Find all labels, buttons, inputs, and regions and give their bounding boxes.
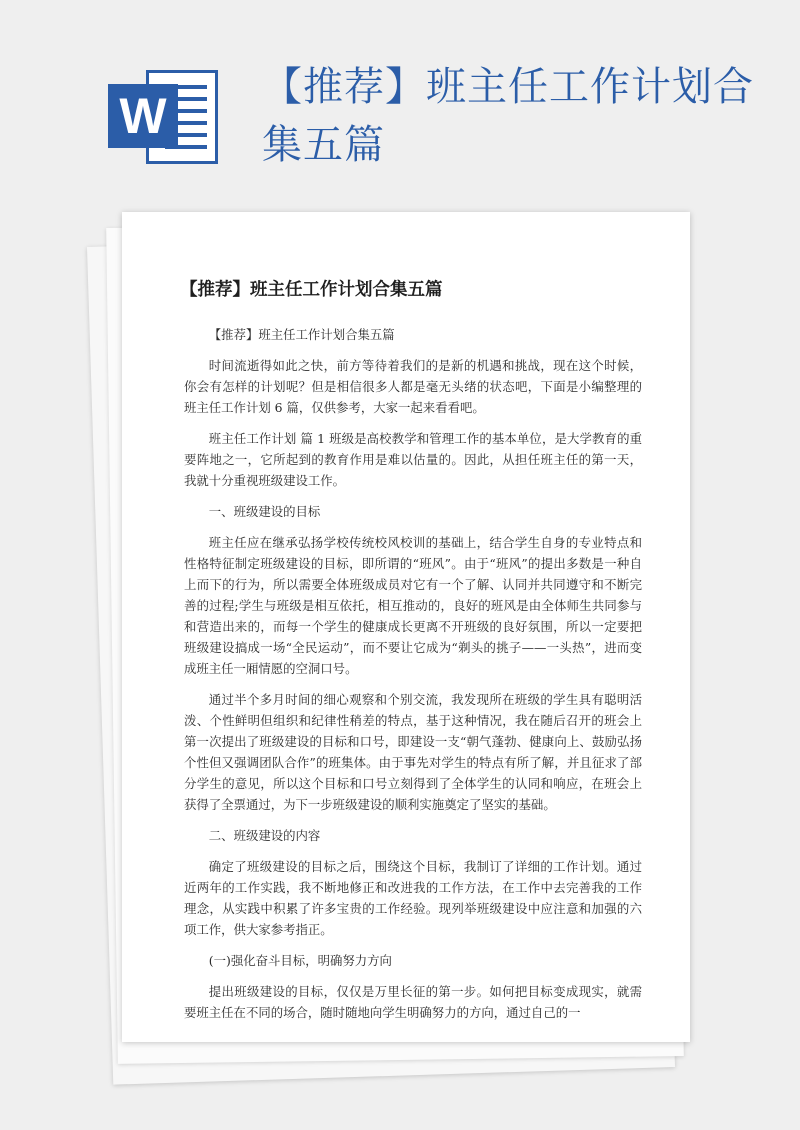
- document-paragraph: 提出班级建设的目标，仅仅是万里长征的第一步。如何把目标变成现实，就需要班主任在不同的场合，随时随地向学生明确努力的方向，通过自己的一: [184, 984, 642, 1020]
- document-heading: 【推荐】班主任工作计划合集五篇: [180, 280, 443, 300]
- document-paragraph: 班主任工作计划 篇 1 班级是高校教学和管理工作的基本单位，是大学教育的重要阵地之一，它所起到的教育作用是难以估量的。因此，从担任班主任的第一天，我就十分重视班级建设工作。: [184, 431, 642, 488]
- document-paragraph: 确定了班级建设的目标之后，围绕这个目标，我制订了详细的工作计划。通过近两年的工作实践，我不断地修正和改进我的工作方法，在工作中去完善我的工作理念，从实践中积累了许多宝贵的工作经验。现列举班级建设中应注意和加强的六项工作，供大家参考指正。: [184, 859, 642, 937]
- word-icon-letter: W: [108, 84, 178, 148]
- document-section-heading: 一、班级建设的目标: [208, 504, 321, 519]
- document-paragraph: 时间流逝得如此之快，前方等待着我们的是新的机遇和挑战，现在这个时候，你会有怎样的计划呢？但是相信很多人都是毫无头绪的状态吧，下面是小编整理的班主任工作计划 6 篇，仅供参考，大家一起来看看吧。: [184, 358, 642, 415]
- document-paragraph: 班主任应在继承弘扬学校传统校风校训的基础上，结合学生自身的专业特点和性格特征制定班级建设的目标，即所谓的“班风”。由于“班风”的提出多数是一种自上而下的行为，所以需要全体班级成员对它有一个了解、认同并共同遵守和不断完善的过程;学生与班级是相互依托，相互推动的，良好的班风是由全体师生共同参与和营造出来的，而每一个学生的健康成长更离不开班级的良好氛围，所以一定要把班级建设搞成一场“全民运动”，而不要让它成为“剃头的挑子——一头热”，进而变成班主任一厢情愿的空洞口号。: [184, 535, 642, 676]
- document-section-heading: 二、班级建设的内容: [208, 828, 321, 843]
- document-paragraph: 【推荐】班主任工作计划合集五篇: [208, 327, 395, 342]
- document-paragraph: 通过半个多月时间的细心观察和个别交流，我发现所在班级的学生具有聪明活泼、个性鲜明但组织和纪律性稍差的特点，基于这种情况，我在随后召开的班会上第一次提出了班级建设的目标和口号，即建设一支“朝气蓬勃、健康向上、鼓励弘扬个性但又强调团队合作”的班集体。由于事先对学生的特点有所了解，并且征求了部分学生的意见，所以这个目标和口号立刻得到了全体学生的认同和响应，在班会上获得了全票通过，为下一步班级建设的顺利实施奠定了坚实的基础。: [184, 692, 642, 812]
- word-document-icon: [108, 62, 220, 172]
- document-body: [180, 276, 642, 1033]
- document-page: [122, 212, 690, 1042]
- banner-title: 【推荐】班主任工作计划合集五篇: [262, 64, 754, 168]
- document-subsection-heading: (一)强化奋斗目标，明确努力方向: [208, 953, 392, 968]
